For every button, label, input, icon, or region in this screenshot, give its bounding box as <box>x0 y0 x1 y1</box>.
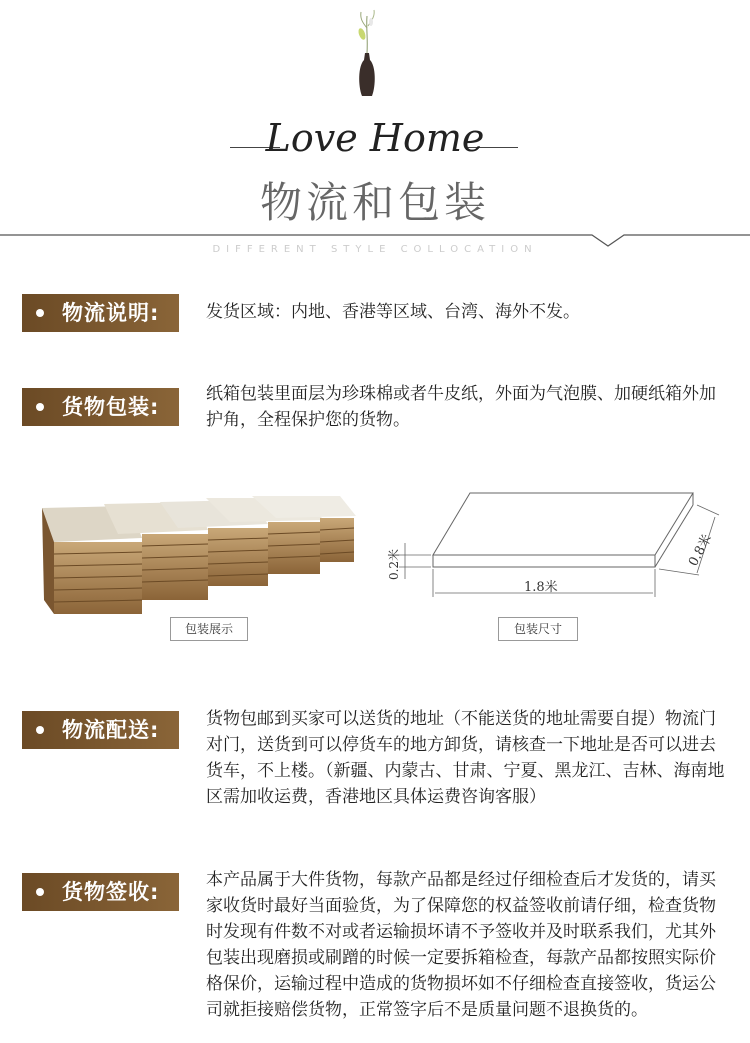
section-label-logistics: 物流说明: <box>22 294 179 332</box>
bullet-icon <box>36 403 44 411</box>
dim-height-label: 0.2米 <box>387 548 402 581</box>
dim-width-label: 0.8米 <box>686 532 716 569</box>
script-title: Love Home <box>265 116 485 160</box>
page-title: 物流和包装 <box>259 178 490 227</box>
section-text-receipt: 本产品属于大件货物，每款产品都是经过仔细检查后才发货的，请买家收货时最好当面验货，为了保障您的权益签收前请仔细，检查货物时发现有件数不对或者运输损坏请不予签收并及时联系我们，尤其外包装出现磨损或刷蹭的时候一定要拆箱检查，每款产品都按照实际价格保价，运输过程中造成的货物损坏如不仔细检查直接签收，货运公司就拒接赔偿货物，正常签字后不是质量问题不退换货的。 <box>206 870 716 1020</box>
packaging-photo <box>40 490 358 620</box>
photo-caption: 包装展示 <box>170 617 248 641</box>
subtitle: DIFFERENT STYLE COLLOCATION <box>212 244 538 255</box>
section-label-delivery: 物流配送: <box>22 711 179 749</box>
vase-decoration <box>352 8 382 98</box>
dim-length-label: 1.8米 <box>524 580 558 595</box>
section-text-logistics: 发货区域：内地、香港等区域、台湾、海外不发。 <box>206 302 580 322</box>
section-label-receipt: 货物签收: <box>22 873 179 911</box>
diagram-caption: 包装尺寸 <box>498 617 578 641</box>
section-text-delivery: 货物包邮到买家可以送货的地址（不能送货的地址需要自提）物流门对门，送货到可以停货车的地方卸货，请核查一下地址是否可以进去货车，不上楼。（新疆、内蒙古、甘肃、宁夏、黑龙江、吉林、海南地区需加收运费，香港地区具体运费咨询客服） <box>206 709 725 807</box>
bullet-icon <box>36 888 44 896</box>
bullet-icon <box>36 726 44 734</box>
section-text-packaging: 纸箱包装里面层为珍珠棉或者牛皮纸，外面为气泡膜、加硬纸箱外加护角，全程保护您的货物。 <box>206 384 716 430</box>
bullet-icon <box>36 309 44 317</box>
section-label-packaging: 货物包装: <box>22 388 179 426</box>
